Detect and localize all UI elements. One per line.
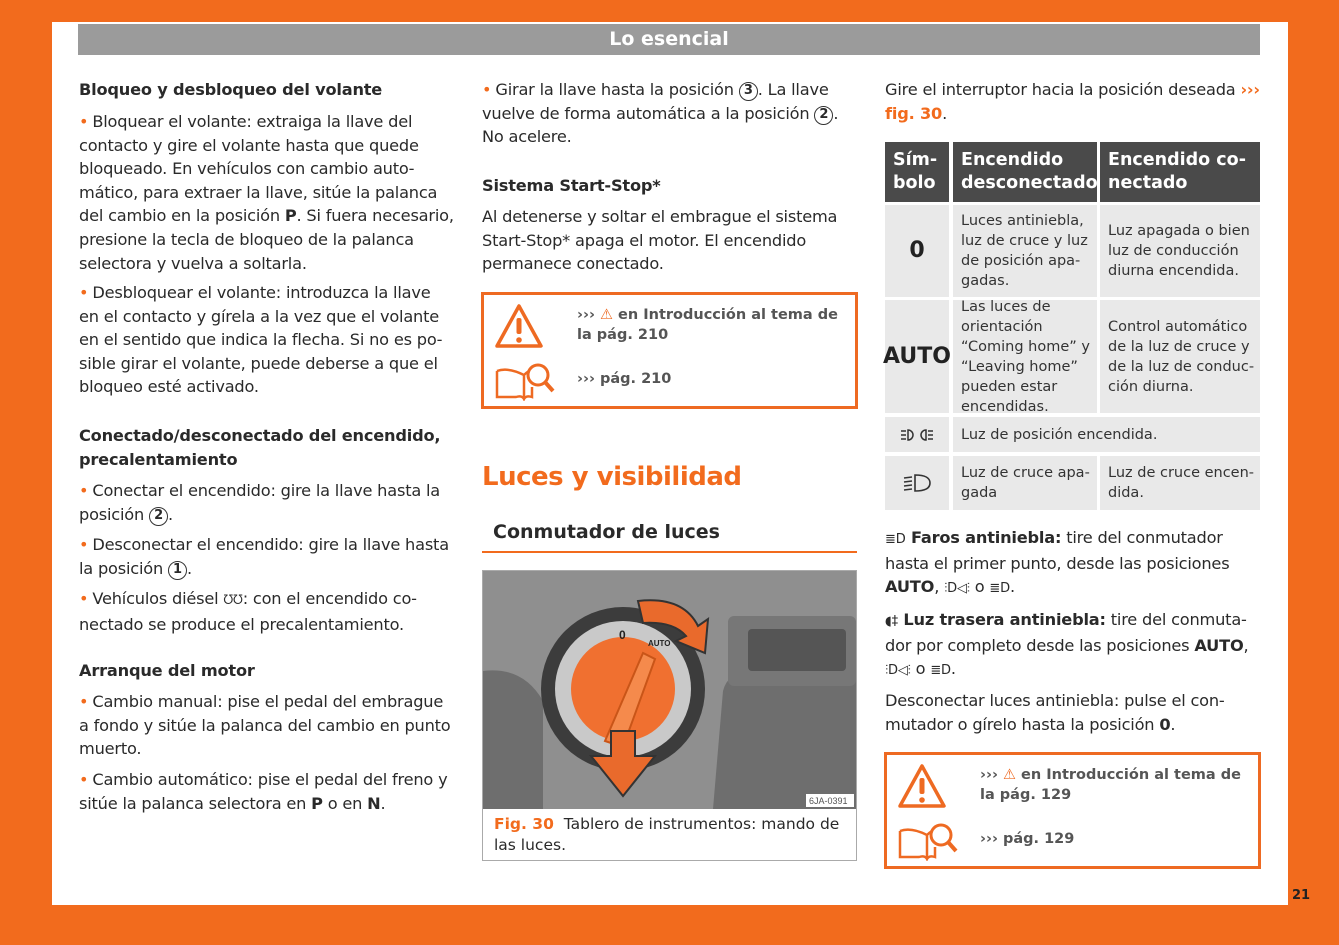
paragraph [885, 689, 1263, 736]
text: . [1170, 714, 1176, 734]
bullet-item [79, 768, 455, 815]
paragraph [482, 205, 860, 276]
bullet-icon: • [79, 481, 89, 500]
warning-small-icon: ⚠ [600, 307, 613, 323]
page-link[interactable]: ››› pág. 129 [980, 831, 1075, 847]
text: . [168, 504, 173, 524]
symbol-icon: ⫶D◁⫶ [885, 663, 911, 679]
text: Desconectar luces antiniebla: pulse el conmutador o gírelo hasta la posición [885, 691, 1225, 734]
text: Cambio manual: pise el pedal del embrague a fondo y sitúe la palanca del cambio en punto muerto. [79, 692, 451, 759]
text: Bloquear el volante: extraiga la llave del contacto y gire el volante hasta que quede bloqueado. En vehículos con cambio automático, para extraer la llave, sitúe la palanca del cambio en la posición [79, 112, 438, 226]
dial-position-0: 0 [619, 628, 626, 642]
text: Vehículos diésel [92, 589, 224, 608]
text: Girar la llave hasta la posición [495, 80, 739, 99]
bold-text: Faros antiniebla: [905, 528, 1062, 547]
bold-text: N [367, 793, 381, 813]
chapter-header: Lo esencial [78, 24, 1260, 55]
bullet-icon: • [79, 770, 89, 789]
heading [79, 424, 455, 471]
paragraph [885, 608, 1263, 683]
bullet-item [79, 479, 455, 526]
book-search-icon [494, 361, 556, 401]
bullet-icon: • [79, 535, 89, 554]
bullet-icon: • [79, 283, 89, 302]
symbol-icon: ᘮᘮ [223, 593, 243, 608]
section-title: Luces y visibilidad [482, 462, 742, 492]
table-header-on: Encendido conectado [1100, 142, 1260, 202]
heading [482, 174, 860, 198]
text: . La llave vuelve de forma automática a la posición [482, 80, 829, 123]
table-header-off: Encendido desconectado [953, 142, 1097, 202]
warning-link[interactable] [577, 305, 847, 345]
bullet-item [482, 78, 860, 149]
bullet-item [79, 587, 455, 636]
bullet-icon: • [79, 589, 89, 608]
warning-link[interactable] [980, 765, 1250, 805]
warning-triangle-icon [897, 763, 947, 809]
text: . No acelere. [482, 103, 839, 147]
bold-text: P [284, 206, 297, 226]
figure-caption [494, 814, 849, 856]
warning-link-text: en Introducción al tema de la pág. 129 [980, 767, 1241, 803]
text: Al detenerse y soltar el embrague el sistema Start-Stop* apaga el motor. El encendido permanece conectado. [482, 207, 838, 274]
chevrons: ››› [577, 307, 595, 323]
text: Bloqueo y desbloqueo del volante [79, 80, 383, 99]
low-beam-icon [903, 473, 931, 493]
position-number-badge: 2 [149, 507, 168, 526]
text: tire del conmutador por completo desde las posiciones [885, 610, 1247, 655]
text: o [969, 577, 990, 597]
bullet-icon: • [79, 112, 89, 131]
warning-reference-box [481, 292, 858, 409]
text: o [910, 659, 931, 679]
text: . [1009, 577, 1015, 597]
text: . [942, 103, 948, 123]
text: Conectar el encendido: gire la llave hasta la posición [79, 481, 441, 524]
bold-text: 0 [1159, 714, 1171, 734]
table-cell: Luces antiniebla, luz de cruce y luz de posición apagadas. [953, 205, 1097, 297]
subsection-title: Conmutador de luces [482, 521, 857, 553]
text: , [1243, 635, 1249, 655]
warning-reference-box [884, 752, 1261, 869]
bullet-item [79, 110, 455, 275]
figure-30 [482, 570, 857, 861]
text: . [380, 793, 386, 813]
bold-text: AUTO [885, 577, 935, 597]
position-number-badge: 1 [168, 561, 187, 580]
bold-text: AUTO [1194, 635, 1244, 655]
text: Desbloquear el volante: introduzca la llave en el contacto y gírela a la vez que el volante en el sentido que indica la flecha. Si no es posible girar el volante, puede deberse a que el bloqueo esté activado. [79, 283, 443, 397]
text: : con el encendido conectado se produce el precalentamiento. [79, 589, 417, 634]
dial-position-auto: AUTO [648, 639, 671, 648]
paragraph [885, 78, 1263, 125]
warning-link-text: en Introducción al tema de la pág. 210 [577, 307, 838, 343]
table-cell: Control automático de la luz de cruce y de la luz de conducción diurna. [1100, 300, 1260, 413]
text: . [950, 659, 956, 679]
parking-light-icon [900, 427, 934, 443]
bullet-icon: • [482, 80, 492, 99]
table-cell: Las luces de orientación “Coming home” y “Leaving home” pueden estar encendidas. [953, 300, 1097, 413]
text: o en [322, 793, 368, 813]
text: . [186, 558, 192, 578]
warning-small-icon: ⚠ [1003, 767, 1016, 783]
table-cell: Luz de posición encendida. [953, 417, 1260, 452]
bullet-item [79, 533, 455, 580]
page-number: 21 [1292, 888, 1311, 903]
text: Cambio automático: pise el pedal del freno y sitúe la palanca selectora en [79, 770, 448, 813]
text: tire del conmutador hasta el primer punto, desde las posiciones [885, 528, 1230, 573]
symbol-icon: ≣D [989, 581, 1010, 597]
table-symbol [885, 456, 949, 510]
light-switch-illustration [483, 571, 856, 809]
text: Desconectar el encendido: gire la llave hasta la posición [79, 535, 449, 578]
heading [79, 78, 455, 102]
text: . Si fuera necesario, presione la tecla de bloqueo de la palanca selectora y vuelva a soltarla. [79, 206, 454, 273]
table-header-symbol: Símbolo [885, 142, 949, 202]
bullet-item [79, 690, 455, 761]
book-search-icon [897, 821, 959, 861]
symbol-icon: ⫶D◁⫶ [944, 581, 970, 597]
heading [79, 659, 455, 683]
chevrons: ››› [980, 767, 998, 783]
figure-caption-text: Tablero de instrumentos: mando de las luces. [494, 815, 840, 854]
figure-code: 6JA-0391 [809, 796, 848, 806]
bullet-icon: • [79, 692, 89, 711]
page-link[interactable]: ››› pág. 210 [577, 371, 672, 387]
table-symbol-auto: AUTO [885, 300, 949, 413]
bold-text: P [311, 793, 323, 813]
warning-triangle-icon [494, 303, 544, 349]
table-cell: Luz de cruce encendida. [1100, 456, 1260, 510]
table-symbol [885, 417, 949, 452]
table-cell: Luz apagada o bien luz de conducción diurna encendida. [1100, 205, 1260, 297]
bold-text: Luz trasera antiniebla: [897, 610, 1106, 629]
position-number-badge: 3 [739, 82, 758, 101]
symbol-icon: ≣D [885, 532, 906, 547]
figure-label: Fig. 30 [494, 815, 554, 833]
table-symbol-0: 0 [885, 205, 949, 297]
bullet-item [79, 281, 455, 399]
paragraph [885, 526, 1263, 601]
table-cell: Luz de cruce apagada [953, 456, 1097, 510]
text: Sistema Start-Stop* [482, 176, 661, 195]
position-number-badge: 2 [814, 106, 833, 125]
text: , [934, 577, 945, 597]
text: Conectado/desconectado del encendido, precalentamiento [79, 426, 441, 469]
text: Gire el interruptor hacia la posición deseada [885, 80, 1241, 99]
text: Arranque del motor [79, 661, 255, 680]
symbol-icon: ≣D [930, 663, 951, 679]
symbol-icon: ◖‡ [885, 614, 898, 629]
figure-link[interactable]: ››› fig. 30 [885, 80, 1260, 123]
